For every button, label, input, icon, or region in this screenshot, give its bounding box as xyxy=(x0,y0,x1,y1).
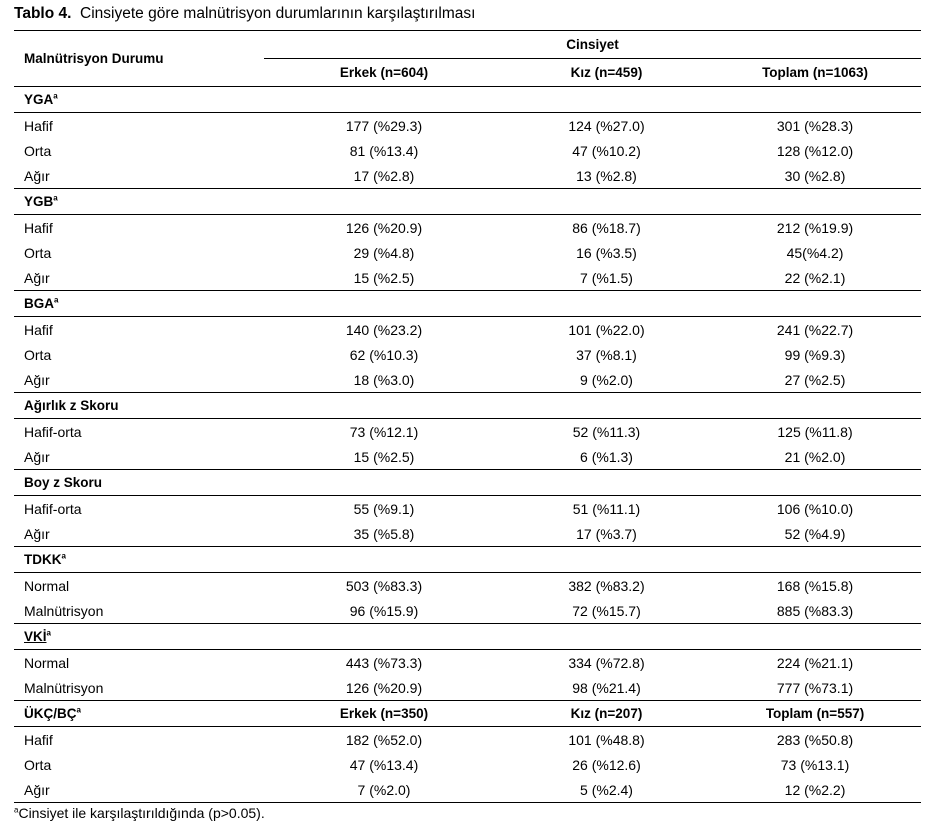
table-cell: 52 (%11.3) xyxy=(572,423,641,440)
section-column-header xyxy=(709,87,921,113)
table-cell: 126 (%20.9) xyxy=(345,219,423,236)
table-cell: 72 (%15.7) xyxy=(572,602,641,619)
table-cell: 13 (%2.8) xyxy=(576,167,637,184)
row-label: Ağır xyxy=(24,371,50,388)
table-row xyxy=(14,598,921,624)
table-row xyxy=(14,521,921,547)
row-label: Hafif xyxy=(24,731,53,748)
table-row xyxy=(14,573,921,599)
table-cell: 101 (%22.0) xyxy=(568,321,645,338)
section-title-cell xyxy=(14,87,264,113)
row-label: Ağır xyxy=(24,448,50,465)
table-cell: 334 (%72.8) xyxy=(568,654,645,671)
table-cell: 212 (%19.9) xyxy=(776,219,854,236)
section-column-header xyxy=(709,189,921,215)
section-title-cell xyxy=(14,624,264,650)
table-cell: 15 (%2.5) xyxy=(353,448,415,465)
section-header-row xyxy=(14,291,921,317)
section-column-header xyxy=(264,87,504,113)
section-header-row xyxy=(14,393,921,419)
group-header: Cinsiyet xyxy=(264,31,921,59)
section-header-row xyxy=(14,87,921,113)
header-row-group xyxy=(14,31,921,59)
table-cell: 73 (%12.1) xyxy=(349,423,419,440)
section-title-marker: a xyxy=(53,91,58,101)
table-cell: 96 (%15.9) xyxy=(349,602,419,619)
section-title-cell xyxy=(14,393,264,419)
section-column-header xyxy=(709,470,921,496)
section-header-row xyxy=(14,701,921,727)
table-cell: 17 (%2.8) xyxy=(353,167,415,184)
row-label: Normal xyxy=(24,654,70,671)
section-column-header: Toplam (n=557) xyxy=(765,706,865,721)
section-column-header xyxy=(504,547,709,573)
section-column-header xyxy=(264,624,504,650)
row-label: Malnütrisyon xyxy=(24,679,104,696)
table-row xyxy=(14,367,921,393)
row-label: Hafif xyxy=(24,321,53,338)
row-label: Malnütrisyon xyxy=(24,602,104,619)
table-cell: 30 (%2.8) xyxy=(784,167,846,184)
section-header-row xyxy=(14,547,921,573)
column-header-erkek: Erkek (n=604) xyxy=(339,65,429,80)
section-header-row xyxy=(14,470,921,496)
table-cell: 62 (%10.3) xyxy=(349,346,419,363)
section-column-header: Erkek (n=350) xyxy=(339,706,429,721)
section-column-header xyxy=(709,291,921,317)
table-cell: 12 (%2.2) xyxy=(784,781,846,798)
row-label: Hafif-orta xyxy=(24,500,82,517)
table-row xyxy=(14,215,921,241)
table-cell: 37 (%8.1) xyxy=(576,346,637,363)
table-cell: 7 (%1.5) xyxy=(580,269,633,286)
table-row xyxy=(14,752,921,777)
section-column-header xyxy=(264,291,504,317)
section-title-cell xyxy=(14,470,264,496)
section-title: YGA xyxy=(24,92,54,107)
section-title: TDKK xyxy=(24,552,62,567)
section-column-header xyxy=(504,393,709,419)
table-cell: 382 (%83.2) xyxy=(568,577,645,594)
row-label: Orta xyxy=(24,142,52,159)
caption-label: Tablo 4. xyxy=(14,5,72,22)
row-label: Ağır xyxy=(24,525,50,542)
row-label: Ağır xyxy=(24,269,50,286)
table-cell: 126 (%20.9) xyxy=(345,679,423,696)
section-title: Ağırlık z Skoru xyxy=(24,398,119,413)
row-label: Hafif xyxy=(24,219,53,236)
section-title-marker: a xyxy=(46,628,51,638)
table-cell: 177 (%29.3) xyxy=(345,117,423,134)
row-label-header: Malnütrisyon Durumu xyxy=(24,51,164,66)
section-title: ÜKÇ/BÇ xyxy=(24,706,77,721)
table-cell: 5 (%2.4) xyxy=(580,781,633,798)
section-column-header xyxy=(264,189,504,215)
footnote xyxy=(14,805,265,821)
table-cell: 16 (%3.5) xyxy=(576,244,637,261)
table-cell: 26 (%12.6) xyxy=(572,756,641,773)
table-cell: 224 (%21.1) xyxy=(776,654,854,671)
table-cell: 47 (%13.4) xyxy=(349,756,419,773)
column-header-kiz: Kız (n=459) xyxy=(570,65,643,80)
table-cell: 885 (%83.3) xyxy=(776,602,854,619)
table-cell: 301 (%28.3) xyxy=(776,117,854,134)
table-row xyxy=(14,163,921,189)
table-cell: 9 (%2.0) xyxy=(580,371,633,388)
section-title-cell xyxy=(14,701,264,727)
caption-text: Cinsiyete göre malnütrisyon durumlarının karşılaştırılması xyxy=(80,5,476,22)
table-cell: 15 (%2.5) xyxy=(353,269,415,286)
table-row xyxy=(14,240,921,265)
table-cell: 283 (%50.8) xyxy=(776,731,854,748)
section-title: Boy z Skoru xyxy=(24,475,103,490)
section-title-cell xyxy=(14,291,264,317)
table-cell: 52 (%4.9) xyxy=(784,525,846,542)
table-row xyxy=(14,317,921,343)
table-cell: 35 (%5.8) xyxy=(353,525,415,542)
table-row xyxy=(14,342,921,367)
row-label: Orta xyxy=(24,346,52,363)
section-title: YGB xyxy=(24,194,54,209)
table-row xyxy=(14,138,921,163)
table-cell: 18 (%3.0) xyxy=(353,371,415,388)
section-column-header xyxy=(504,189,709,215)
section-title-cell xyxy=(14,189,264,215)
row-label: Hafif xyxy=(24,117,53,134)
row-label: Orta xyxy=(24,244,52,261)
row-label: Normal xyxy=(24,577,70,594)
table-row xyxy=(14,113,921,139)
table-row xyxy=(14,727,921,753)
table-cell: 73 (%13.1) xyxy=(780,756,850,773)
table-cell: 22 (%2.1) xyxy=(784,269,846,286)
row-label: Ağır xyxy=(24,781,50,798)
section-column-header xyxy=(709,393,921,419)
section-title-marker: a xyxy=(61,551,66,561)
section-title-cell xyxy=(14,547,264,573)
table-cell: 6 (%1.3) xyxy=(580,448,633,465)
table-cell: 101 (%48.8) xyxy=(568,731,645,748)
section-column-header xyxy=(504,624,709,650)
section-column-header xyxy=(709,624,921,650)
table-cell: 55 (%9.1) xyxy=(353,500,415,517)
section-title-marker: a xyxy=(54,295,59,305)
table-cell: 81 (%13.4) xyxy=(349,142,419,159)
table-cell: 182 (%52.0) xyxy=(345,731,423,748)
table-cell: 503 (%83.3) xyxy=(345,577,423,594)
column-header-toplam: Toplam (n=1063) xyxy=(762,65,868,80)
footnote-marker: a xyxy=(14,805,19,815)
row-label: Ağır xyxy=(24,167,50,184)
table-cell: 777 (%73.1) xyxy=(776,679,854,696)
section-column-header: Kız (n=207) xyxy=(570,706,643,721)
table-cell: 140 (%23.2) xyxy=(345,321,423,338)
section-title-marker: a xyxy=(53,193,58,203)
table-cell: 106 (%10.0) xyxy=(776,500,854,517)
section-title-marker: a xyxy=(76,705,81,715)
table-cell: 17 (%3.7) xyxy=(576,525,637,542)
section-column-header xyxy=(264,547,504,573)
table-row xyxy=(14,265,921,291)
table-cell: 45(%4.2) xyxy=(786,244,844,261)
row-label: Hafif-orta xyxy=(24,423,82,440)
table-row xyxy=(14,496,921,522)
table-cell: 443 (%73.3) xyxy=(345,654,423,671)
table-row xyxy=(14,675,921,701)
table-cell: 241 (%22.7) xyxy=(776,321,854,338)
table-cell: 47 (%10.2) xyxy=(572,142,641,159)
table-cell: 7 (%2.0) xyxy=(357,781,411,798)
table-cell: 125 (%11.8) xyxy=(777,423,853,440)
table-row xyxy=(14,444,921,470)
table-cell: 124 (%27.0) xyxy=(568,117,645,134)
section-column-header xyxy=(504,291,709,317)
table-cell: 51 (%11.1) xyxy=(572,500,641,517)
table-cell: 98 (%21.4) xyxy=(572,679,641,696)
section-column-header xyxy=(504,470,709,496)
malnutrition-table xyxy=(14,30,921,803)
table-cell: 99 (%9.3) xyxy=(784,346,846,363)
table-cell: 21 (%2.0) xyxy=(784,448,846,465)
section-column-header xyxy=(264,393,504,419)
table-caption xyxy=(14,5,475,23)
footnote-text: Cinsiyet ile karşılaştırıldığında (p>0.05). xyxy=(18,805,265,821)
table-cell: 27 (%2.5) xyxy=(784,371,846,388)
section-title: BGA xyxy=(24,296,54,311)
section-column-header xyxy=(709,547,921,573)
table-row xyxy=(14,650,921,676)
table-cell: 29 (%4.8) xyxy=(353,244,415,261)
table-row xyxy=(14,419,921,445)
section-column-header xyxy=(504,87,709,113)
row-label: Orta xyxy=(24,756,52,773)
section-column-header xyxy=(264,470,504,496)
table-cell: 168 (%15.8) xyxy=(776,577,854,594)
section-header-row xyxy=(14,624,921,650)
table-cell: 86 (%18.7) xyxy=(572,219,641,236)
table-cell: 128 (%12.0) xyxy=(776,142,854,159)
table-row xyxy=(14,777,921,803)
section-header-row xyxy=(14,189,921,215)
section-title: VKİ xyxy=(24,629,47,644)
